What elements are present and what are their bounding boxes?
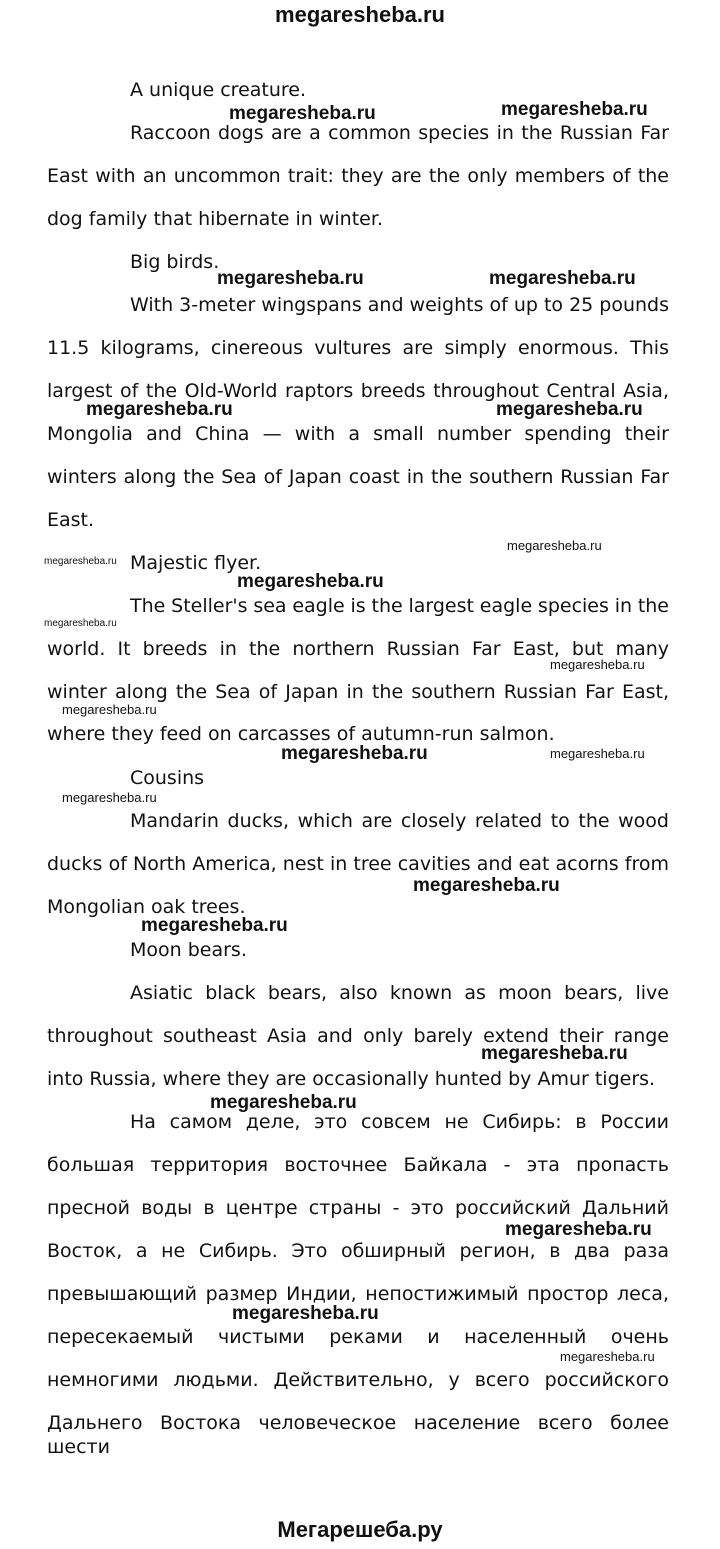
text-line: A unique creature. (130, 79, 307, 101)
watermark: megaresheba.ru (496, 399, 643, 420)
text-line: where they feed on carcasses of autumn-run salmon. (47, 723, 555, 745)
text-line: With 3-meter wingspans and weights of up to 25 pounds (130, 294, 669, 316)
site-footer: Мегарешеба.ру (277, 1517, 443, 1542)
watermark: megaresheba.ru (229, 103, 376, 124)
text-line: Asiatic black bears, also known as moon bears, live (130, 982, 669, 1004)
watermark: megaresheba.ru (44, 618, 117, 629)
watermark: megaresheba.ru (560, 1349, 655, 1364)
watermark: megaresheba.ru (507, 538, 602, 553)
watermark: megaresheba.ru (501, 99, 648, 120)
text-line: На самом деле, это совсем не Сибирь: в России (130, 1111, 669, 1133)
text-line: throughout southeast Asia and only barely extend their range (47, 1025, 669, 1047)
text-line: Cousins (130, 767, 205, 789)
text-line: winter along the Sea of Japan in the southern Russian Far East, (47, 681, 669, 703)
text-line: winters along the Sea of Japan coast in the southern Russian Far (47, 466, 669, 488)
watermark: megaresheba.ru (281, 743, 428, 764)
watermark: megaresheba.ru (62, 702, 157, 717)
text-line: Big birds. (130, 251, 220, 273)
text-line: into Russia, where they are occasionally hunted by Amur tigers. (47, 1068, 656, 1090)
watermark: megaresheba.ru (489, 268, 636, 289)
text-line: Mongolian oak trees. (47, 896, 246, 918)
watermark: megaresheba.ru (550, 746, 645, 761)
text-line: немногими людьми. Действительно, у всего российского (47, 1369, 669, 1391)
text-line: East. (47, 509, 95, 531)
text-line: East with an uncommon trait: they are the only members of the (47, 165, 669, 187)
text-line: пересекаемый чистыми реками и населенный очень (47, 1326, 669, 1348)
text-line: 11.5 kilograms, cinereous vultures are simply enormous. This (47, 337, 669, 359)
text-line: Восток, а не Сибирь. Это обширный регион, в два раза (47, 1240, 669, 1262)
text-line: Mongolia and China — with a small number spending their (47, 423, 669, 445)
text-line: пресной воды в центре страны - это российский Дальний (47, 1197, 669, 1219)
watermark: megaresheba.ru (141, 915, 288, 936)
watermark: megaresheba.ru (481, 1043, 628, 1064)
watermark: megaresheba.ru (550, 657, 645, 672)
watermark: megaresheba.ru (210, 1092, 357, 1113)
text-line: Majestic flyer. (130, 552, 262, 574)
watermark: megaresheba.ru (237, 571, 384, 592)
text-line: Raccoon dogs are a common species in the Russian Far (130, 122, 669, 144)
text-line: большая территория восточнее Байкала - эта пропасть (47, 1154, 669, 1176)
watermark: megaresheba.ru (62, 790, 157, 805)
watermark: megaresheba.ru (232, 1303, 379, 1324)
watermark: megaresheba.ru (86, 399, 233, 420)
text-line: The Steller's sea eagle is the largest eagle species in the (130, 595, 669, 617)
watermark: megaresheba.ru (413, 875, 560, 896)
watermark: megaresheba.ru (217, 268, 364, 289)
text-line: Дальнего Востока человеческое население всего более шести (47, 1412, 669, 1458)
text-line: превышающий размер Индии, непостижимый простор леса, (47, 1283, 669, 1305)
text-line: dog family that hibernate in winter. (47, 208, 383, 230)
site-header: megaresheba.ru (275, 2, 445, 27)
watermark: megaresheba.ru (505, 1219, 652, 1240)
text-line: Mandarin ducks, which are closely related to the wood (130, 810, 669, 832)
text-line: world. It breeds in the northern Russian Far East, but many (47, 638, 669, 660)
text-line: Moon bears. (130, 939, 247, 961)
watermark: megaresheba.ru (44, 556, 117, 567)
text-line: largest of the Old-World raptors breeds throughout Central Asia, (47, 380, 669, 402)
text-line: ducks of North America, nest in tree cavities and eat acorns from (47, 853, 669, 875)
